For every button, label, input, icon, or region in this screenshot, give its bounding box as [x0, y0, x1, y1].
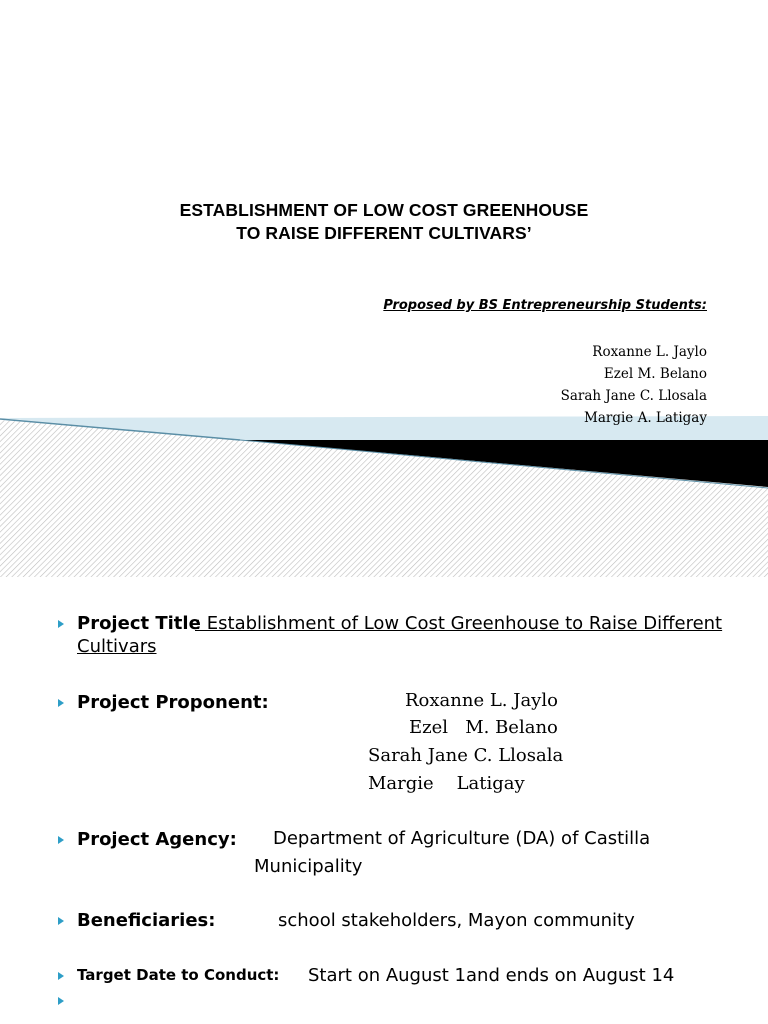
beneficiaries-label: Beneficiaries: [77, 910, 216, 931]
triangle-bullet-icon [58, 620, 64, 628]
triangle-bullet-icon [58, 699, 64, 707]
proponent-name: Margie Latigay [368, 773, 525, 794]
author-name: Margie A. Latigay [584, 410, 707, 426]
proponent-name: Roxanne L. Jaylo [405, 690, 558, 711]
author-name: Roxanne L. Jaylo [592, 344, 707, 360]
proponent-name: Sarah Jane C. Llosala [368, 745, 564, 766]
triangle-bullet-icon [58, 917, 64, 925]
triangle-bullet-icon [58, 997, 64, 1005]
project-proponent-label: Project Proponent: [77, 692, 269, 713]
project-agency-value: Department of Agriculture (DA) of Castilla [273, 828, 651, 849]
author-name: Ezel M. Belano [603, 366, 707, 382]
proponent-name: Ezel M. Belano [409, 717, 558, 738]
slide-title-line-1: ESTABLISHMENT OF LOW COST GREENHOUSE [179, 200, 589, 220]
project-title-label: Project Title [77, 613, 201, 634]
target-date-label: Target Date to Conduct: [77, 966, 280, 984]
project-agency-label: Project Agency: [77, 829, 237, 850]
beneficiaries-value: school stakeholders, Mayon community [278, 910, 635, 931]
triangle-bullet-icon [58, 836, 64, 844]
author-name: Sarah Jane C. Llosala [560, 388, 707, 404]
triangle-bullet-icon [58, 972, 64, 980]
project-title-value-cont: Cultivars [77, 636, 157, 657]
project-agency-value-cont: Municipality [254, 856, 363, 877]
slide-title-line-2: TO RAISE DIFFERENT CULTIVARS’ [236, 223, 532, 243]
target-date-value: Start on August 1and ends on August 14 [308, 965, 675, 986]
project-title-value: : Establishment of Low Cost Greenhouse to Raise Different [195, 613, 723, 634]
proposed-by-heading: Proposed by BS Entrepreneurship Students: [383, 298, 707, 313]
